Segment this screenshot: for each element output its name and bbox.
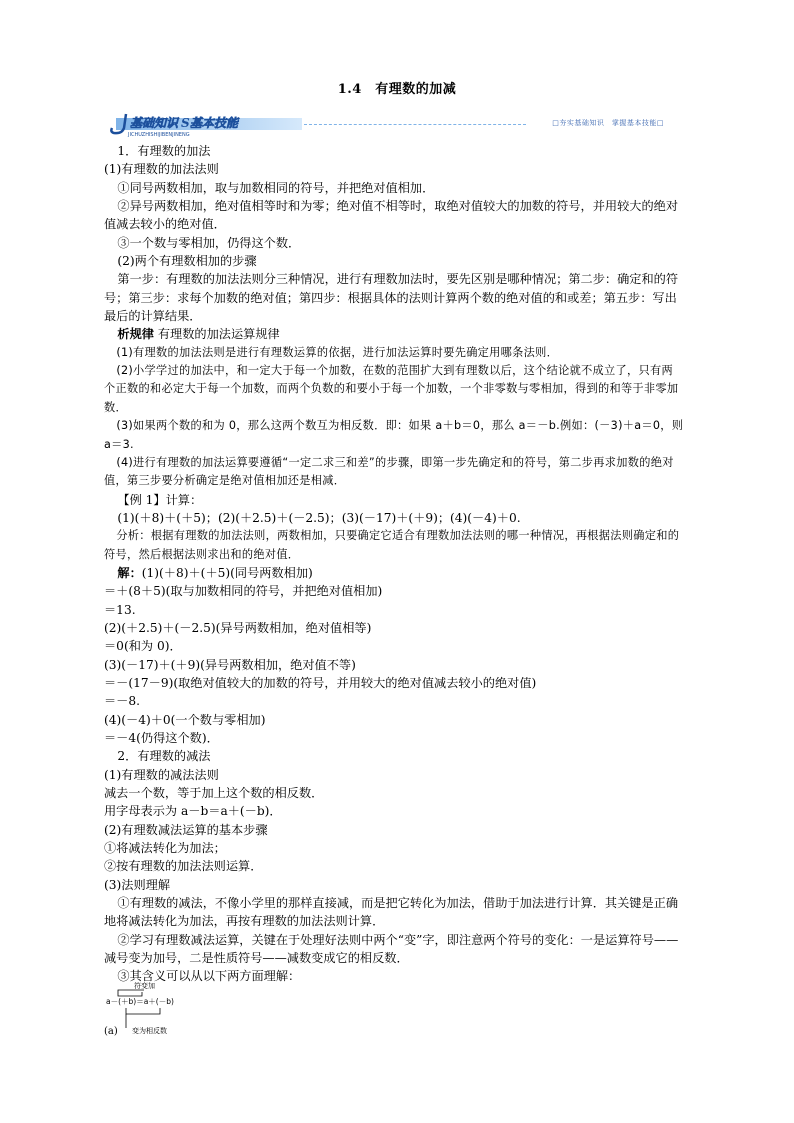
subheading-addition-rules: (1)有理数的加法法则 [104,162,219,177]
banner-heading: 基础知识 [130,116,179,130]
banner-tagline: □夯实基础知识 掌握基本技能□ [552,119,664,127]
solution-line-9: (4)(－4)＋0(一个数与零相加) [104,712,266,727]
solution-line-7: ＝－(17－9)(取绝对值较大的加数的符号，并用较大的绝对值减去较小的绝对值) [104,675,537,690]
solution-line-4: (2)(＋2.5)＋(－2.5)(异号两数相加，绝对值相等) [104,620,372,635]
example-1-prompt: 计算： [165,492,203,507]
example-1-heading [104,491,684,509]
solution-label: 解： [117,565,142,580]
rule-3: ③一个数与零相加，仍得这个数． [117,235,301,250]
banner-heading-sep: S [181,116,190,130]
subheading-understanding: (3)法则理解 [104,877,171,892]
diagram-top-label: 符变加 [134,982,155,990]
analysis-4: (4)进行有理数的加法运算要遵循“一定二求三和差”的步骤，即第一步先确定和的符号，第二步再求加数的绝对值，第三步要分析确定是绝对值相加还是相减． [104,455,674,488]
steps-paragraph: 第一步：有理数的加法法则分三种情况，进行有理数加法时，要先区别是哪种情况；第二步：确定和的符号；第三步：求每个加数的绝对值；第四步：根据具体的法则计算两个数的绝对值的和或差；第五步：写出最后的计算结果． [104,272,679,324]
banner-graphic [104,112,304,138]
diagram-item-label: (a) [104,1026,118,1037]
subtraction-diagram [104,978,224,1038]
subheading-subtraction-rule: (1)有理数的减法法则 [104,767,219,782]
diagram-bottom-label: 变为相反数 [132,1027,167,1035]
solution-line-1 [104,564,684,582]
subheading-addition-steps: (2)两个有理数相加的步骤 [117,254,257,269]
solution-line-8: ＝－8. [104,694,141,709]
example-1-questions: (1)(＋8)＋(＋5)；(2)(＋2.5)＋(－2.5)；(3)(－17)＋(＋9)；(4)(－4)＋0. [117,510,521,525]
rule-analysis [104,325,684,343]
subheading-subtraction-steps: (2)有理数减法运算的基本步骤 [104,822,268,837]
solution-line-3: ＝13. [104,602,136,617]
solution-line-2: ＝＋(8＋5)(取与加数相同的符号，并把绝对值相加) [104,584,383,599]
banner-divider [304,124,526,125]
solution-line-6: (3)(－17)＋(＋9)(异号两数相加，绝对值不等) [104,657,356,672]
subtraction-rule: 减去一个数，等于加上这个数的相反数． [104,786,324,801]
subtraction-step-2: ②按有理数的加法法则运算． [104,859,263,874]
analysis-1: (1)有理数的加法法则是进行有理数运算的依据，进行加法运算时要先确定用哪条法则． [116,345,559,359]
banner-pinyin: JICHUZHISHIJIBENJINENG [128,132,190,138]
rule-1: ①同号两数相加，取与加数相同的符号，并把绝对值相加． [117,180,435,195]
banner-heading2: 基本技能 [190,116,239,130]
analysis-3: (3)如果两个数的和为 0，那么这两个数互为相反数．即：如果 a＋b＝0，那么 a＝－b.例如：(－3)＋a＝0，则 a＝3. [104,419,684,451]
solution-line-10: ＝－4(仍得这个数)． [104,731,219,745]
subtraction-step-1: ①将减法转化为加法； [104,841,226,856]
understanding-3: ③其含义可以从以下两方面理解： [117,969,301,984]
understanding-1: ①有理数的减法，不像小学里的那样直接减，而是把它转化为加法，借助于加法进行计算．其关键是正确地将减法转化为加法，再按有理数的加法法则计算． [104,896,679,929]
understanding-2: ②学习有理数减法运算，关键在于处理好法则中两个“变”字，即注意两个符号的变化：一是运算符号——减号变为加号，二是性质符号——减数变成它的相反数． [104,932,679,966]
heading-subtraction: 2．有理数的减法 [117,749,211,764]
solution-step-1: (1)(＋8)＋(＋5)(同号两数相加) [141,565,313,580]
section-title: 1.4 有理数的加减 [337,82,457,97]
diagram-graphic [104,978,224,1038]
diagram-formula: a－(＋b)＝a＋(－b) [106,997,174,1006]
rule-analysis-title: 有理数的加法运算规律 [157,327,280,342]
solution-line-5: ＝0(和为 0)． [104,639,182,654]
example-1-label: 【例 1】 [117,492,166,507]
analysis-2: (2)小学学过的加法中，和一定大于每一个加数，在数的范围扩大到有理数以后，这个结论就不成立了，只有两个正数的和必定大于每一个加数，而两个负数的和要小于每一个加数，一个非零数与零相加，得到的和等于非零加数． [104,364,679,414]
subtraction-formula: 用字母表示为 a－b＝a＋(－b)． [104,804,282,819]
section-banner [104,112,664,138]
rule-2: ②异号两数相加，绝对值相等时和为零；绝对值不相等时，取绝对值较大的加数的符号，并用较大的绝对值减去较小的绝对值． [104,199,679,232]
main-content [104,142,684,986]
example-1-analysis: 分析：根据有理数的加法法则，两数相加，只要确定它适合有理数加法法则的哪一种情况，再根据法则确定和的符号，然后根据法则求出和的绝对值． [104,529,680,561]
heading-addition: 1．有理数的加法 [117,144,211,158]
rule-analysis-label: 析规律 [117,327,154,342]
